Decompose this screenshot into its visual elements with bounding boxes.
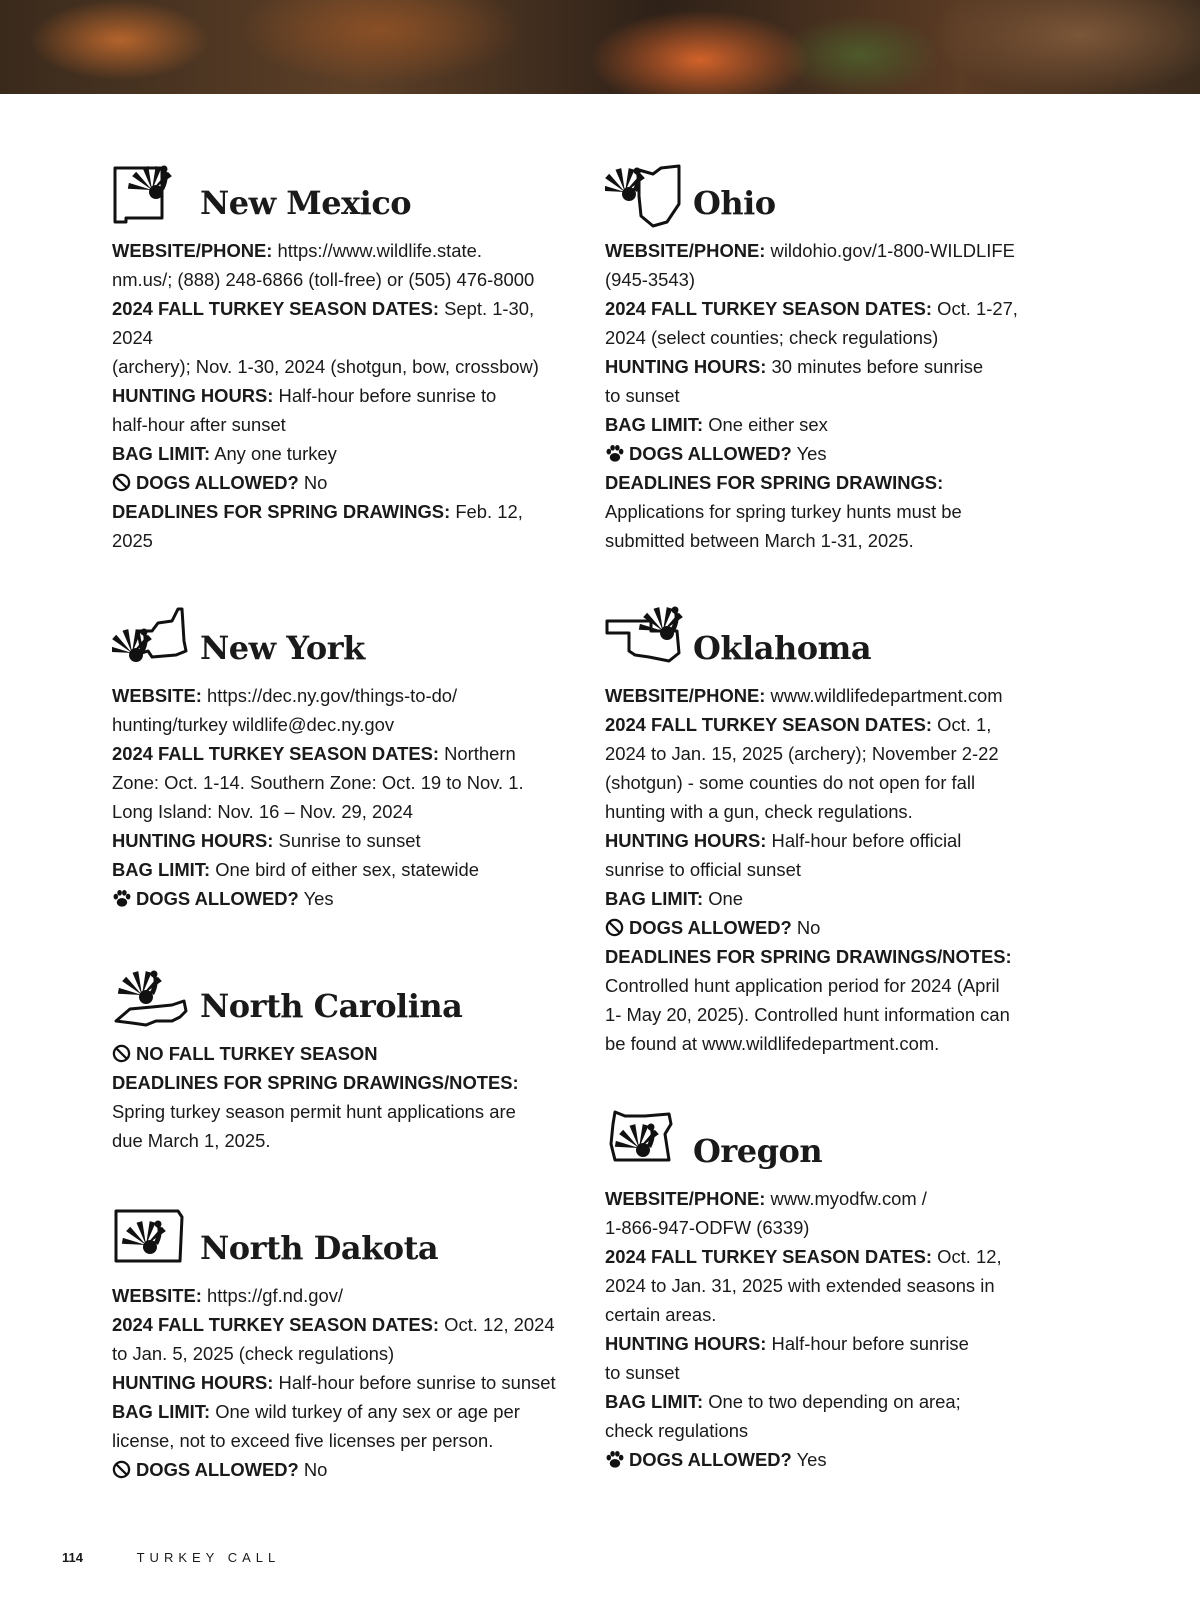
oregon-state-icon bbox=[605, 1104, 683, 1176]
field-value: https://dec.ny.gov/things-to-do/ bbox=[207, 685, 458, 706]
state-name: New York bbox=[200, 629, 365, 667]
field-value: be found at www.wildlifedepartment.com. bbox=[605, 1033, 940, 1054]
field-value: 2024 to Jan. 31, 2025 with extended seasons in bbox=[605, 1275, 995, 1296]
field-value: One bird of either sex, statewide bbox=[215, 859, 479, 880]
info-line bbox=[112, 1397, 567, 1426]
field-label: DEADLINES FOR SPRING DRAWINGS: bbox=[112, 501, 451, 522]
field-value: https://gf.nd.gov/ bbox=[207, 1285, 344, 1306]
no-icon bbox=[112, 473, 131, 492]
field-value: to sunset bbox=[605, 385, 680, 406]
new-mexico-state-icon bbox=[112, 156, 190, 228]
state-header bbox=[112, 953, 567, 1031]
field-value: (945-3543) bbox=[605, 269, 695, 290]
field-value: (shotgun) - some counties do not open for fall bbox=[605, 772, 976, 793]
info-line bbox=[112, 1281, 567, 1310]
field-value: One wild turkey of any sex or age per bbox=[215, 1401, 520, 1422]
field-value: Zone: Oct. 1-14. Southern Zone: Oct. 19 to Nov. 1. bbox=[112, 772, 524, 793]
field-value: 2024 to Jan. 15, 2025 (archery); November 2-22 bbox=[605, 743, 999, 764]
field-value: to Jan. 5, 2025 (check regulations) bbox=[112, 1343, 395, 1364]
new-york-state-icon bbox=[112, 601, 190, 673]
info-line bbox=[605, 797, 1045, 826]
info-line bbox=[112, 768, 567, 797]
no-icon bbox=[112, 1044, 131, 1063]
info-line bbox=[605, 497, 1045, 526]
state-section-new-york bbox=[112, 595, 567, 913]
field-value: Oct. 1-27, bbox=[937, 298, 1018, 319]
field-value: Yes bbox=[796, 1449, 827, 1470]
state-header bbox=[112, 1195, 567, 1273]
state-section-ohio bbox=[605, 150, 1045, 555]
state-section-north-carolina bbox=[112, 953, 567, 1155]
page-number: 114 bbox=[62, 1550, 83, 1565]
info-line bbox=[605, 1271, 1045, 1300]
info-line bbox=[605, 855, 1045, 884]
field-label: DOGS ALLOWED? bbox=[629, 443, 792, 464]
field-label: WEBSITE/PHONE: bbox=[605, 240, 766, 261]
info-line bbox=[605, 439, 1045, 468]
info-line bbox=[605, 236, 1045, 265]
field-value: Yes bbox=[796, 443, 827, 464]
field-value: 1- May 20, 2025). Controlled hunt information can bbox=[605, 1004, 1010, 1025]
field-value: Sept. 1-30, 2024 bbox=[112, 298, 535, 348]
field-value: www.myodfw.com / bbox=[770, 1188, 927, 1209]
paw-icon bbox=[605, 1450, 624, 1469]
info-line bbox=[112, 710, 567, 739]
field-value: sunrise to official sunset bbox=[605, 859, 801, 880]
info-line bbox=[112, 468, 567, 497]
field-value: https://www.wildlife.state. bbox=[277, 240, 482, 261]
state-section-oklahoma bbox=[605, 595, 1045, 1058]
info-line bbox=[605, 1000, 1045, 1029]
no-icon bbox=[605, 918, 624, 937]
field-label: WEBSITE: bbox=[112, 1285, 202, 1306]
info-line bbox=[112, 439, 567, 468]
state-header bbox=[112, 150, 567, 228]
field-label: BAG LIMIT: bbox=[112, 443, 211, 464]
field-label: DEADLINES FOR SPRING DRAWINGS: bbox=[605, 472, 944, 493]
state-header bbox=[112, 595, 567, 673]
field-value: to sunset bbox=[605, 1362, 680, 1383]
info-line bbox=[112, 1339, 567, 1368]
info-line bbox=[605, 681, 1045, 710]
field-value: Half-hour before official bbox=[771, 830, 962, 851]
field-label: HUNTING HOURS: bbox=[112, 1372, 274, 1393]
state-name: New Mexico bbox=[200, 184, 412, 222]
info-line bbox=[605, 826, 1045, 855]
field-value: check regulations bbox=[605, 1420, 749, 1441]
info-line bbox=[112, 1126, 567, 1155]
info-line bbox=[605, 913, 1045, 942]
field-value: One to two depending on area; bbox=[708, 1391, 961, 1412]
info-line bbox=[605, 884, 1045, 913]
field-value: One bbox=[708, 888, 743, 909]
field-value: Oct. 12, bbox=[937, 1246, 1002, 1267]
field-value: No bbox=[796, 917, 821, 938]
field-value: Long Island: Nov. 16 – Nov. 29, 2024 bbox=[112, 801, 413, 822]
field-value: One either sex bbox=[708, 414, 828, 435]
field-label: HUNTING HOURS: bbox=[112, 830, 274, 851]
info-line bbox=[605, 710, 1045, 739]
info-line bbox=[605, 1213, 1045, 1242]
field-value: Yes bbox=[303, 888, 334, 909]
field-label: HUNTING HOURS: bbox=[605, 830, 767, 851]
field-value: Controlled hunt application period for 2024 (April bbox=[605, 975, 1000, 996]
field-label: DOGS ALLOWED? bbox=[136, 1459, 299, 1480]
info-line bbox=[605, 323, 1045, 352]
info-line bbox=[605, 526, 1045, 555]
field-label: HUNTING HOURS: bbox=[605, 1333, 767, 1354]
info-line bbox=[605, 468, 1045, 497]
field-label: WEBSITE/PHONE: bbox=[112, 240, 273, 261]
ohio-state-icon bbox=[605, 156, 683, 228]
field-label: WEBSITE/PHONE: bbox=[605, 1188, 766, 1209]
paw-icon bbox=[112, 889, 131, 908]
field-value: submitted between March 1-31, 2025. bbox=[605, 530, 914, 551]
field-label: WEBSITE: bbox=[112, 685, 202, 706]
info-line bbox=[112, 1039, 567, 1068]
field-label: BAG LIMIT: bbox=[605, 888, 704, 909]
info-line bbox=[605, 1184, 1045, 1213]
field-label: HUNTING HOURS: bbox=[605, 356, 767, 377]
info-line bbox=[112, 739, 567, 768]
field-label: DOGS ALLOWED? bbox=[629, 1449, 792, 1470]
info-line bbox=[112, 1310, 567, 1339]
field-value: Half-hour before sunrise to sunset bbox=[278, 1372, 556, 1393]
info-line bbox=[112, 855, 567, 884]
field-value: Applications for spring turkey hunts must be bbox=[605, 501, 962, 522]
state-name: Ohio bbox=[693, 184, 776, 222]
field-value: No bbox=[303, 1459, 328, 1480]
field-label: 2024 FALL TURKEY SEASON DATES: bbox=[112, 743, 440, 764]
field-label: WEBSITE/PHONE: bbox=[605, 685, 766, 706]
field-label: 2024 FALL TURKEY SEASON DATES: bbox=[605, 714, 933, 735]
publication-name: TURKEY CALL bbox=[136, 1550, 281, 1565]
field-value: Feb. 12, 2025 bbox=[112, 501, 523, 551]
field-value: Half-hour before sunrise bbox=[771, 1333, 969, 1354]
info-line bbox=[112, 352, 567, 381]
field-value: Northern bbox=[444, 743, 516, 764]
info-line bbox=[605, 265, 1045, 294]
field-value: nm.us/; (888) 248-6866 (toll-free) or (505) 476-8000 bbox=[112, 269, 535, 290]
field-value: www.wildlifedepartment.com bbox=[770, 685, 1003, 706]
info-line bbox=[112, 884, 567, 913]
info-line bbox=[112, 1097, 567, 1126]
field-label: DOGS ALLOWED? bbox=[136, 472, 299, 493]
info-line bbox=[112, 1426, 567, 1455]
info-line bbox=[112, 1068, 567, 1097]
info-line bbox=[112, 294, 567, 352]
field-label: BAG LIMIT: bbox=[605, 1391, 704, 1412]
info-line bbox=[112, 410, 567, 439]
field-label: DOGS ALLOWED? bbox=[136, 888, 299, 909]
header-photo-banner bbox=[0, 0, 1200, 94]
state-section-new-mexico bbox=[112, 150, 567, 555]
state-name: Oregon bbox=[693, 1132, 823, 1170]
info-line bbox=[605, 1029, 1045, 1058]
field-value: due March 1, 2025. bbox=[112, 1130, 271, 1151]
info-line bbox=[605, 768, 1045, 797]
field-value: (archery); Nov. 1-30, 2024 (shotgun, bow, crossbow) bbox=[112, 356, 539, 377]
info-line bbox=[112, 265, 567, 294]
field-label: DEADLINES FOR SPRING DRAWINGS/NOTES: bbox=[112, 1072, 519, 1093]
field-value: Oct. 1, bbox=[937, 714, 992, 735]
state-name: Oklahoma bbox=[693, 629, 872, 667]
info-line bbox=[605, 1329, 1045, 1358]
info-line bbox=[112, 1368, 567, 1397]
field-value: hunting with a gun, check regulations. bbox=[605, 801, 913, 822]
field-value: Any one turkey bbox=[214, 443, 337, 464]
field-value: Sunrise to sunset bbox=[278, 830, 421, 851]
info-line bbox=[605, 381, 1045, 410]
field-label: BAG LIMIT: bbox=[112, 859, 211, 880]
state-name: North Carolina bbox=[200, 987, 463, 1025]
field-value: half-hour after sunset bbox=[112, 414, 286, 435]
no-icon bbox=[112, 1460, 131, 1479]
state-section-oregon bbox=[605, 1098, 1045, 1474]
field-label: 2024 FALL TURKEY SEASON DATES: bbox=[605, 1246, 933, 1267]
info-line bbox=[605, 971, 1045, 1000]
info-line bbox=[112, 381, 567, 410]
field-value: Oct. 12, 2024 bbox=[444, 1314, 555, 1335]
field-label: 2024 FALL TURKEY SEASON DATES: bbox=[112, 1314, 440, 1335]
info-line bbox=[112, 797, 567, 826]
field-label: 2024 FALL TURKEY SEASON DATES: bbox=[112, 298, 440, 319]
field-label: BAG LIMIT: bbox=[112, 1401, 211, 1422]
field-label: BAG LIMIT: bbox=[605, 414, 704, 435]
north-dakota-state-icon bbox=[112, 1201, 190, 1273]
state-name: North Dakota bbox=[200, 1229, 439, 1267]
field-label: DEADLINES FOR SPRING DRAWINGS/NOTES: bbox=[605, 946, 1012, 967]
page-footer bbox=[62, 1550, 280, 1565]
info-line bbox=[605, 1300, 1045, 1329]
info-line bbox=[605, 1242, 1045, 1271]
state-header bbox=[605, 150, 1045, 228]
info-line bbox=[112, 681, 567, 710]
info-line bbox=[605, 410, 1045, 439]
info-line bbox=[605, 1387, 1045, 1416]
field-value: No bbox=[303, 472, 328, 493]
state-header bbox=[605, 1098, 1045, 1176]
info-line bbox=[112, 497, 567, 555]
state-section-north-dakota bbox=[112, 1195, 567, 1484]
paw-icon bbox=[605, 444, 624, 463]
north-carolina-state-icon bbox=[112, 959, 190, 1031]
field-value: 2024 (select counties; check regulations) bbox=[605, 327, 939, 348]
info-line bbox=[112, 826, 567, 855]
field-value: certain areas. bbox=[605, 1304, 717, 1325]
state-header bbox=[605, 595, 1045, 673]
info-line bbox=[605, 942, 1045, 971]
right-column bbox=[605, 150, 1045, 1514]
field-label: NO FALL TURKEY SEASON bbox=[136, 1043, 378, 1064]
info-line bbox=[605, 352, 1045, 381]
field-value: hunting/turkey wildlife@dec.ny.gov bbox=[112, 714, 395, 735]
field-value: Half-hour before sunrise to bbox=[278, 385, 497, 406]
info-line bbox=[112, 1455, 567, 1484]
info-line bbox=[112, 236, 567, 265]
field-value: wildohio.gov/1-800-WILDLIFE bbox=[770, 240, 1015, 261]
left-column bbox=[112, 150, 567, 1524]
oklahoma-state-icon bbox=[605, 601, 683, 673]
field-value: 30 minutes before sunrise bbox=[771, 356, 984, 377]
info-line bbox=[605, 1416, 1045, 1445]
info-line bbox=[605, 739, 1045, 768]
field-value: license, not to exceed five licenses per person. bbox=[112, 1430, 494, 1451]
field-label: 2024 FALL TURKEY SEASON DATES: bbox=[605, 298, 933, 319]
field-label: HUNTING HOURS: bbox=[112, 385, 274, 406]
field-label: DOGS ALLOWED? bbox=[629, 917, 792, 938]
field-value: 1-866-947-ODFW (6339) bbox=[605, 1217, 810, 1238]
info-line bbox=[605, 1445, 1045, 1474]
info-line bbox=[605, 294, 1045, 323]
info-line bbox=[605, 1358, 1045, 1387]
field-value: Spring turkey season permit hunt applications are bbox=[112, 1101, 516, 1122]
